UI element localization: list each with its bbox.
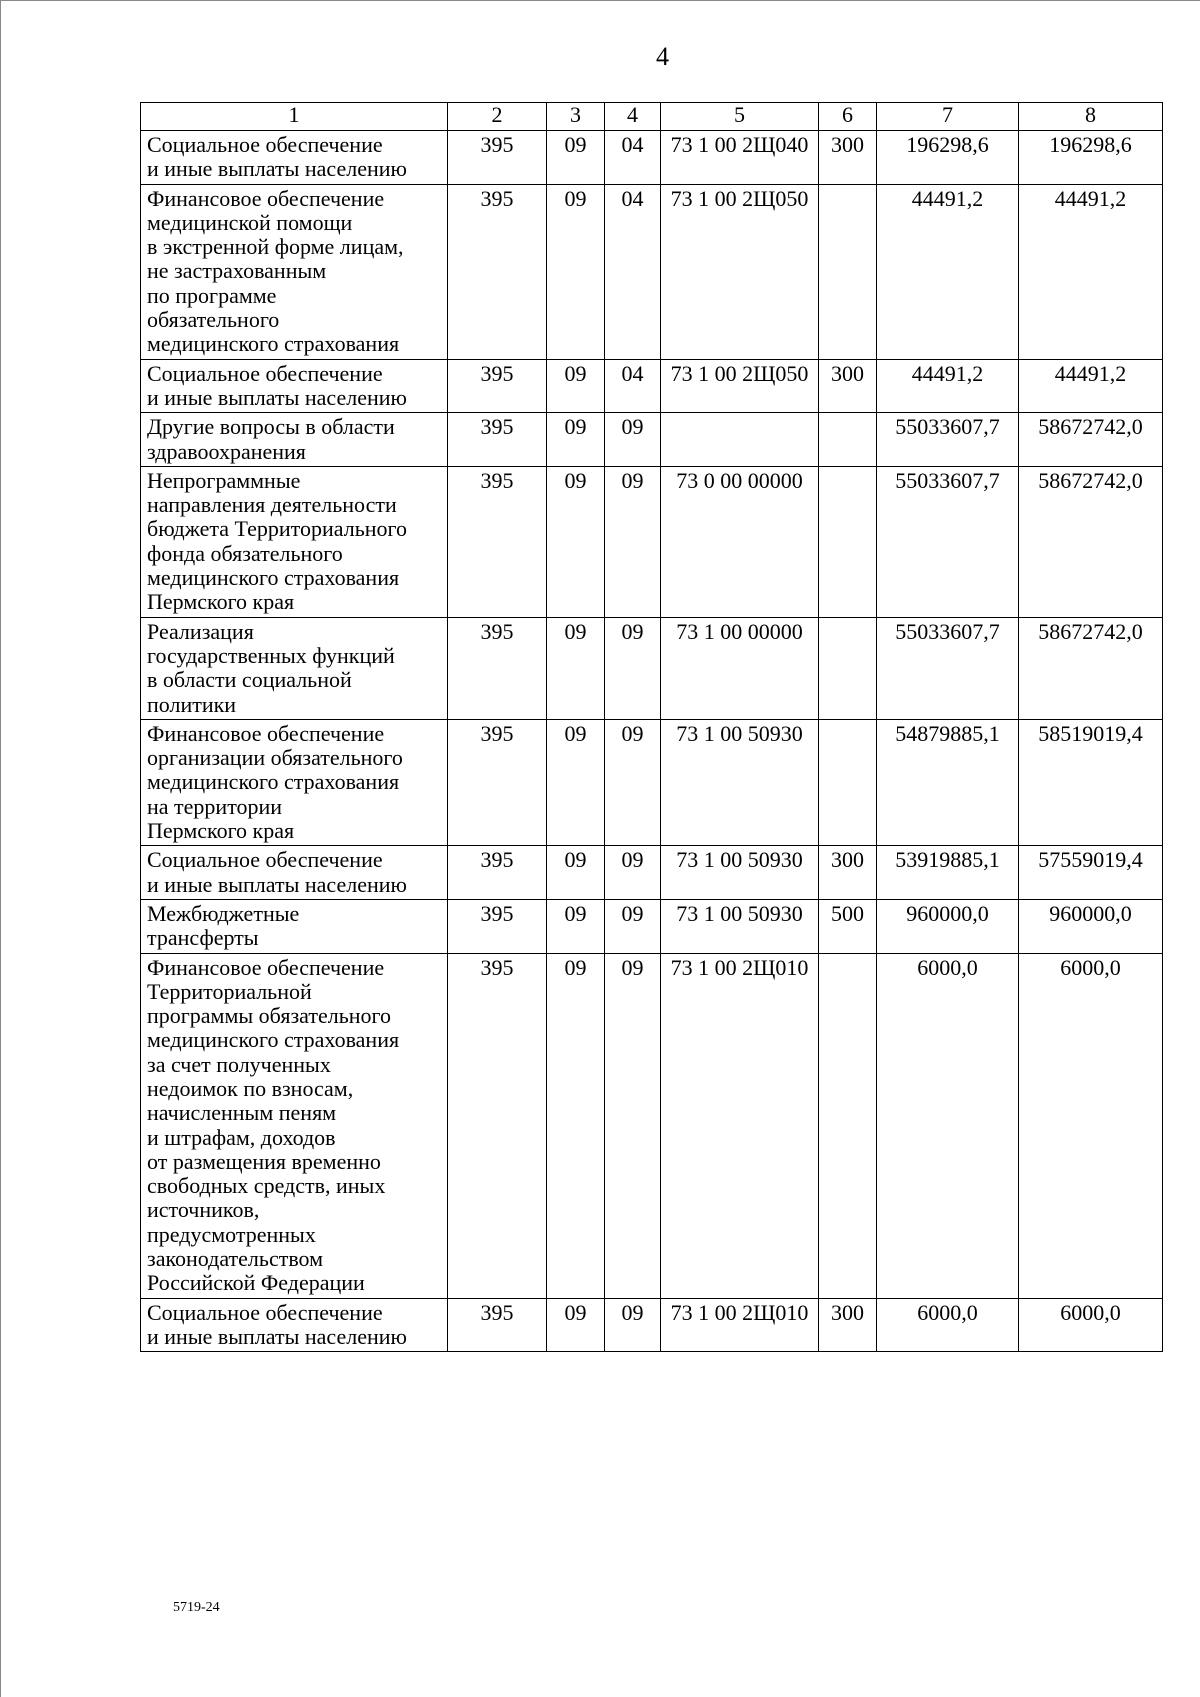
amount-year-1: 6000,0 bbox=[877, 953, 1019, 1298]
row-name: Социальное обеспечение и иные выплаты населению bbox=[141, 846, 448, 900]
subsection-code: 09 bbox=[605, 617, 661, 719]
amount-year-2: 44491,2 bbox=[1019, 184, 1163, 359]
amount-year-1: 55033607,7 bbox=[877, 466, 1019, 617]
ministry-code: 395 bbox=[448, 846, 547, 900]
amount-year-2: 57559019,4 bbox=[1019, 846, 1163, 900]
ministry-code: 395 bbox=[448, 359, 547, 413]
amount-year-2: 58672742,0 bbox=[1019, 466, 1163, 617]
table-row bbox=[141, 466, 1163, 617]
section-code: 09 bbox=[547, 466, 605, 617]
expense-type-code: 500 bbox=[819, 899, 877, 953]
table-row bbox=[141, 413, 1163, 467]
target-article-code: 73 1 00 2Щ010 bbox=[661, 953, 819, 1298]
row-name: Социальное обеспечение и иные выплаты населению bbox=[141, 1298, 448, 1352]
subsection-code: 09 bbox=[605, 466, 661, 617]
amount-year-2: 6000,0 bbox=[1019, 1298, 1163, 1352]
row-name: Реализация государственных функций в области социальной политики bbox=[141, 617, 448, 719]
target-article-code: 73 1 00 2Щ010 bbox=[661, 1298, 819, 1352]
expense-type-code bbox=[819, 413, 877, 467]
amount-year-2: 58672742,0 bbox=[1019, 413, 1163, 467]
subsection-code: 09 bbox=[605, 1298, 661, 1352]
amount-year-1: 53919885,1 bbox=[877, 846, 1019, 900]
amount-year-1: 196298,6 bbox=[877, 131, 1019, 185]
amount-year-2: 58672742,0 bbox=[1019, 617, 1163, 719]
page-number: 4 bbox=[656, 42, 669, 71]
ministry-code: 395 bbox=[448, 617, 547, 719]
target-article-code: 73 1 00 50930 bbox=[661, 846, 819, 900]
ministry-code: 395 bbox=[448, 1298, 547, 1352]
amount-year-2: 44491,2 bbox=[1019, 359, 1163, 413]
ministry-code: 395 bbox=[448, 719, 547, 845]
amount-year-1: 6000,0 bbox=[877, 1298, 1019, 1352]
target-article-code: 73 0 00 00000 bbox=[661, 466, 819, 617]
amount-year-1: 44491,2 bbox=[877, 184, 1019, 359]
ministry-code: 395 bbox=[448, 953, 547, 1298]
table-row bbox=[141, 359, 1163, 413]
document-number: 5719-24 bbox=[173, 1600, 220, 1615]
amount-year-2: 196298,6 bbox=[1019, 131, 1163, 185]
expense-type-code bbox=[819, 617, 877, 719]
subsection-code: 09 bbox=[605, 899, 661, 953]
row-name: Социальное обеспечение и иные выплаты населению bbox=[141, 131, 448, 185]
column-header: 6 bbox=[819, 103, 877, 131]
amount-year-2: 58519019,4 bbox=[1019, 719, 1163, 845]
expense-type-code: 300 bbox=[819, 359, 877, 413]
row-name: Социальное обеспечение и иные выплаты населению bbox=[141, 359, 448, 413]
table-row bbox=[141, 1298, 1163, 1352]
row-name: Непрограммные направления деятельности бюджета Территориального фонда обязательного медицинского страхования Пермского края bbox=[141, 466, 448, 617]
amount-year-1: 44491,2 bbox=[877, 359, 1019, 413]
column-header: 3 bbox=[547, 103, 605, 131]
expense-type-code: 300 bbox=[819, 1298, 877, 1352]
amount-year-1: 960000,0 bbox=[877, 899, 1019, 953]
ministry-code: 395 bbox=[448, 131, 547, 185]
expense-type-code bbox=[819, 466, 877, 617]
ministry-code: 395 bbox=[448, 184, 547, 359]
column-header: 4 bbox=[605, 103, 661, 131]
target-article-code: 73 1 00 2Щ040 bbox=[661, 131, 819, 185]
section-code: 09 bbox=[547, 131, 605, 185]
subsection-code: 04 bbox=[605, 359, 661, 413]
section-code: 09 bbox=[547, 413, 605, 467]
ministry-code: 395 bbox=[448, 413, 547, 467]
expense-type-code bbox=[819, 953, 877, 1298]
section-code: 09 bbox=[547, 617, 605, 719]
target-article-code: 73 1 00 50930 bbox=[661, 899, 819, 953]
row-name: Другие вопросы в области здравоохранения bbox=[141, 413, 448, 467]
expense-type-code: 300 bbox=[819, 846, 877, 900]
row-name: Финансовое обеспечение медицинской помощи в экстренной форме лицам, не застрахованным по программе обязательного медицинского страхования bbox=[141, 184, 448, 359]
target-article-code: 73 1 00 2Щ050 bbox=[661, 184, 819, 359]
expense-type-code: 300 bbox=[819, 131, 877, 185]
table-row bbox=[141, 617, 1163, 719]
table-row bbox=[141, 719, 1163, 845]
table-row bbox=[141, 846, 1163, 900]
table-row bbox=[141, 953, 1163, 1298]
amount-year-2: 6000,0 bbox=[1019, 953, 1163, 1298]
amount-year-1: 55033607,7 bbox=[877, 413, 1019, 467]
row-name: Финансовое обеспечение организации обязательного медицинского страхования на территории Пермского края bbox=[141, 719, 448, 845]
target-article-code: 73 1 00 00000 bbox=[661, 617, 819, 719]
section-code: 09 bbox=[547, 1298, 605, 1352]
expense-type-code bbox=[819, 719, 877, 845]
row-name: Финансовое обеспечение Территориальной программы обязательного медицинского страхования за счет полученных недоимок по взносам, начисленным пеням и штрафам, доходов от размещения временно свободных средств, иных источников, предусмотренных законодательством Российской Федерации bbox=[141, 953, 448, 1298]
column-header: 1 bbox=[141, 103, 448, 131]
subsection-code: 04 bbox=[605, 131, 661, 185]
section-code: 09 bbox=[547, 953, 605, 1298]
table-row bbox=[141, 899, 1163, 953]
amount-year-1: 55033607,7 bbox=[877, 617, 1019, 719]
column-header: 5 bbox=[661, 103, 819, 131]
expense-type-code bbox=[819, 184, 877, 359]
table-row bbox=[141, 131, 1163, 185]
amount-year-2: 960000,0 bbox=[1019, 899, 1163, 953]
subsection-code: 09 bbox=[605, 719, 661, 845]
target-article-code: 73 1 00 2Щ050 bbox=[661, 359, 819, 413]
target-article-code bbox=[661, 413, 819, 467]
row-name: Межбюджетные трансферты bbox=[141, 899, 448, 953]
column-header: 7 bbox=[877, 103, 1019, 131]
section-code: 09 bbox=[547, 899, 605, 953]
section-code: 09 bbox=[547, 719, 605, 845]
subsection-code: 09 bbox=[605, 413, 661, 467]
table-header-row bbox=[141, 103, 1163, 131]
section-code: 09 bbox=[547, 846, 605, 900]
subsection-code: 09 bbox=[605, 846, 661, 900]
column-header: 2 bbox=[448, 103, 547, 131]
section-code: 09 bbox=[547, 184, 605, 359]
subsection-code: 09 bbox=[605, 953, 661, 1298]
ministry-code: 395 bbox=[448, 466, 547, 617]
amount-year-1: 54879885,1 bbox=[877, 719, 1019, 845]
budget-table bbox=[140, 102, 1163, 1352]
target-article-code: 73 1 00 50930 bbox=[661, 719, 819, 845]
column-header: 8 bbox=[1019, 103, 1163, 131]
ministry-code: 395 bbox=[448, 899, 547, 953]
table-row bbox=[141, 184, 1163, 359]
subsection-code: 04 bbox=[605, 184, 661, 359]
section-code: 09 bbox=[547, 359, 605, 413]
